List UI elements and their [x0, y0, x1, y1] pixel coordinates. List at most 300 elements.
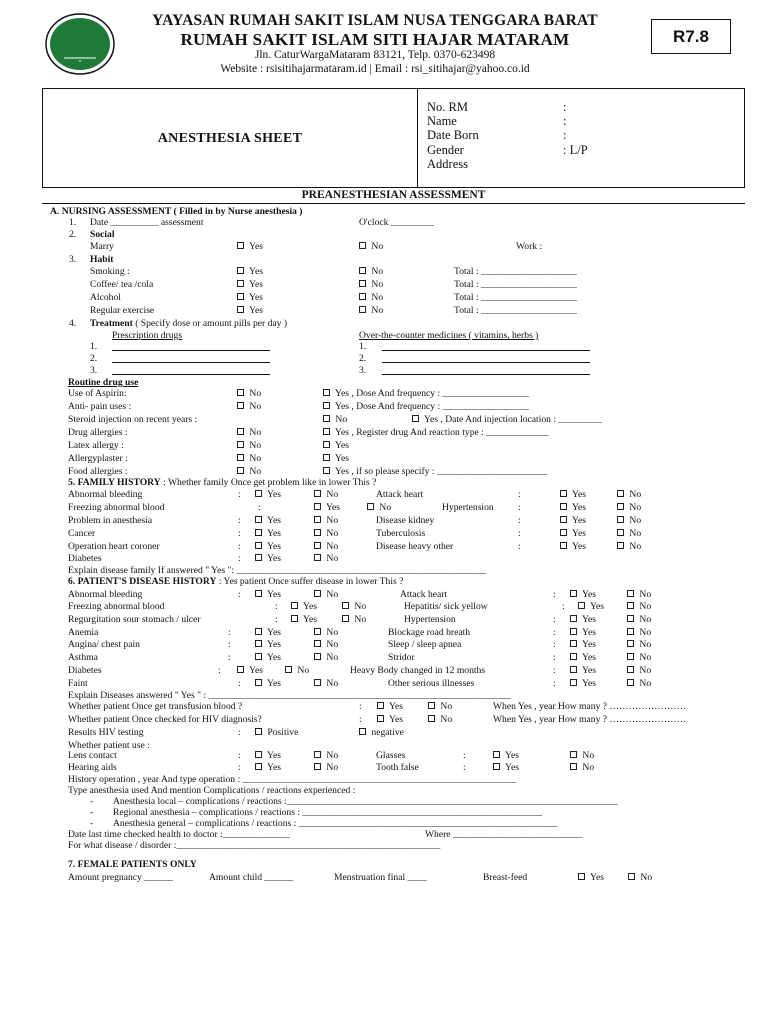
checkbox-icon[interactable] — [359, 306, 366, 313]
patient-left-label: Faint — [68, 678, 88, 689]
checkbox-icon[interactable] — [570, 679, 577, 686]
value-name[interactable]: : — [563, 114, 567, 128]
family-yes[interactable]: Yes — [255, 553, 281, 564]
family-left-label: Cancer — [68, 528, 96, 539]
checkbox-icon[interactable] — [314, 653, 321, 660]
drug-allergy-label: Drug allergies : — [68, 427, 128, 438]
glasses-yes[interactable]: Yes — [493, 750, 519, 761]
checkbox-icon[interactable] — [560, 542, 567, 549]
hearing-yes[interactable]: Yes — [255, 762, 281, 773]
checkbox-icon[interactable] — [342, 602, 349, 609]
glasses-label: Glasses — [376, 750, 406, 761]
steroid-no[interactable]: No — [323, 414, 347, 425]
exercise-yes[interactable]: Yes — [237, 305, 263, 316]
colon: : — [238, 489, 241, 500]
item-number: 1. — [69, 217, 77, 228]
hospital-logo-icon — [44, 12, 116, 76]
transfusion-no[interactable]: No — [428, 701, 452, 712]
food-label: Food allergies : — [68, 466, 128, 477]
alcohol-yes[interactable]: Yes — [237, 292, 263, 303]
family-yes[interactable]: Yes — [314, 502, 340, 513]
checkbox-icon[interactable] — [359, 293, 366, 300]
checkbox-icon[interactable] — [627, 653, 634, 660]
family-no[interactable]: No — [314, 553, 338, 564]
checkbox-icon[interactable] — [314, 554, 321, 561]
disease-explain[interactable]: Explain Diseases answered " Yes " : _______________________________________________________________ — [68, 690, 511, 701]
patient-yes[interactable]: Yes — [570, 627, 596, 638]
checkbox-icon[interactable] — [291, 615, 298, 622]
checkbox-icon[interactable] — [570, 628, 577, 635]
checkbox-icon[interactable] — [314, 516, 321, 523]
checkbox-icon[interactable] — [237, 666, 244, 673]
coffee-no[interactable]: No — [359, 279, 383, 290]
anesthesia-regional[interactable]: Regional anesthesia – complications / reactions : __________________________________________________ — [113, 807, 543, 818]
work-field[interactable]: Work : — [516, 241, 543, 252]
checkbox-icon[interactable] — [237, 454, 244, 461]
family-yes[interactable]: Yes — [560, 515, 586, 526]
checkbox-icon[interactable] — [578, 602, 585, 609]
value-gender[interactable]: : L/P — [563, 143, 588, 157]
colon: : — [562, 601, 565, 612]
family-left-label: Freezing abnormal blood — [68, 502, 165, 513]
patient-left-label: Anemia — [68, 627, 99, 638]
family-yes[interactable]: Yes — [560, 541, 586, 552]
hiv-negative[interactable]: negative — [359, 727, 404, 738]
label-gender: Gender — [427, 143, 464, 157]
checkbox-icon[interactable] — [428, 715, 435, 722]
patient-no[interactable]: No — [342, 601, 366, 612]
breastfeed-label: Breast-feed — [483, 872, 528, 883]
otc-line-3[interactable] — [382, 374, 590, 375]
patient-left-label: Asthma — [68, 652, 98, 663]
patient-no[interactable]: No — [627, 614, 651, 625]
lens-label: Lens contact — [68, 750, 117, 761]
family-yes[interactable]: Yes — [560, 489, 586, 500]
checkbox-icon[interactable] — [617, 542, 624, 549]
patient-no[interactable]: No — [627, 678, 651, 689]
checkbox-icon[interactable] — [323, 467, 330, 474]
checkbox-icon[interactable] — [237, 293, 244, 300]
patient-right-label: Hepatitis/ sick yellow — [404, 601, 488, 612]
hiv-result-label: Results HIV testing — [68, 727, 144, 738]
antipain-yes[interactable]: Yes , Dose And frequency : __________________ — [323, 401, 529, 412]
checkbox-icon[interactable] — [617, 490, 624, 497]
aspirin-no[interactable]: No — [237, 388, 261, 399]
colon: : — [518, 515, 521, 526]
checkbox-icon[interactable] — [493, 751, 500, 758]
patient-no[interactable]: No — [342, 614, 366, 625]
patient-no[interactable]: No — [314, 639, 338, 650]
anesthesia-general[interactable]: Anesthesia general – complications / reactions : ______________________________________________________ — [113, 818, 558, 829]
hospital-address: Jln. CaturWargaMataram 83121, Telp. 0370-623498 — [254, 49, 496, 61]
form-code: R7.8 — [651, 19, 731, 54]
patient-no[interactable]: No — [627, 665, 651, 676]
patient-yes[interactable]: Yes — [570, 652, 596, 663]
hiv-when[interactable]: When Yes , year How many ? …………………… — [493, 714, 687, 725]
otc-heading: Over-the-counter medicines ( vitamins, herbs ) — [359, 330, 539, 341]
family-left-label: Abnormal bleeding — [68, 489, 143, 500]
family-no[interactable]: No — [314, 528, 338, 539]
hearing-no[interactable]: No — [314, 762, 338, 773]
checkbox-icon[interactable] — [628, 873, 635, 880]
family-yes[interactable]: Yes — [255, 528, 281, 539]
smoking-no[interactable]: No — [359, 266, 383, 277]
patient-left-label: Freezing abnormal blood — [68, 601, 165, 612]
aspirin-yes[interactable]: Yes , Dose And frequency : __________________ — [323, 388, 529, 399]
food-yes[interactable]: Yes , if so please specify : _______________________ — [323, 466, 547, 477]
tooth-yes[interactable]: Yes — [493, 762, 519, 773]
rx-line-3[interactable] — [112, 374, 270, 375]
patient-right-label: Sleep / sleep apnea — [388, 639, 462, 650]
colon: : — [518, 541, 521, 552]
family-left-label: Operation heart coroner — [68, 541, 160, 552]
checkbox-icon[interactable] — [570, 763, 577, 770]
checkbox-icon[interactable] — [237, 280, 244, 287]
checkbox-icon[interactable] — [237, 267, 244, 274]
latex-no[interactable]: No — [237, 440, 261, 451]
patient-yes[interactable]: Yes — [570, 589, 596, 600]
checkbox-icon[interactable] — [627, 602, 634, 609]
tooth-no[interactable]: No — [570, 762, 594, 773]
family-yes[interactable]: Yes — [255, 515, 281, 526]
checkbox-icon[interactable] — [627, 590, 634, 597]
assessment-date[interactable]: Date __________ assessment — [90, 217, 204, 228]
patient-no[interactable]: No — [314, 678, 338, 689]
patient-yes[interactable]: Yes — [237, 665, 263, 676]
colon: : — [238, 678, 241, 689]
patient-yes[interactable]: Yes — [255, 627, 281, 638]
checkbox-icon[interactable] — [323, 402, 330, 409]
anesthesia-local[interactable]: Anesthesia local – complications / reactions :_____________________________________________________________________ — [113, 796, 618, 807]
checkbox-icon[interactable] — [237, 467, 244, 474]
antipain-label: Anti- pain uses : — [68, 401, 132, 412]
marry-no[interactable]: No — [359, 241, 383, 252]
exercise-total[interactable]: Total : ____________________ — [454, 305, 577, 316]
checkbox-icon[interactable] — [323, 428, 330, 435]
checkbox-icon[interactable] — [617, 516, 624, 523]
checkbox-icon[interactable] — [237, 242, 244, 249]
family-no[interactable]: No — [314, 489, 338, 500]
latex-yes[interactable]: Yes — [323, 440, 349, 451]
colon: : — [463, 762, 466, 773]
checkbox-icon[interactable] — [255, 542, 262, 549]
checkbox-icon[interactable] — [560, 503, 567, 510]
latex-label: Latex allergy : — [68, 440, 124, 451]
patient-yes[interactable]: Yes — [255, 639, 281, 650]
patient-no[interactable]: No — [314, 589, 338, 600]
patient-right-label: Hypertension — [404, 614, 456, 625]
assessment-time[interactable]: O'clock _________ — [359, 217, 435, 228]
patient-no[interactable]: No — [627, 639, 651, 650]
patient-no[interactable]: No — [285, 665, 309, 676]
checkbox-icon[interactable] — [255, 590, 262, 597]
patient-no[interactable]: No — [314, 652, 338, 663]
patient-use-label: Whether patient use : — [68, 740, 150, 751]
colon: : — [238, 762, 241, 773]
date-checked[interactable]: Date last time checked health to doctor :______________ — [68, 829, 290, 840]
checkbox-icon[interactable] — [570, 590, 577, 597]
checkbox-icon[interactable] — [560, 529, 567, 536]
patient-yes[interactable]: Yes — [255, 652, 281, 663]
checkbox-icon[interactable] — [255, 728, 262, 735]
plaster-yes[interactable]: Yes — [323, 453, 349, 464]
aspirin-label: Use of Aspirin: — [68, 388, 127, 399]
family-no[interactable]: No — [367, 502, 391, 513]
family-no[interactable]: No — [617, 541, 641, 552]
colon: : — [238, 528, 241, 539]
patient-right-label: Other serious illnesses — [388, 678, 475, 689]
exercise-no[interactable]: No — [359, 305, 383, 316]
menstruation-field[interactable]: Menstruation final ____ — [334, 872, 427, 883]
checkbox-icon[interactable] — [285, 666, 292, 673]
child-field[interactable]: Amount child ______ — [209, 872, 294, 883]
transfusion-label: Whether patient Once get transfusion blood ? — [68, 701, 243, 712]
hiv-checked-yes[interactable]: Yes — [377, 714, 403, 725]
checkbox-icon[interactable] — [617, 529, 624, 536]
checkbox-icon[interactable] — [255, 529, 262, 536]
colon: : — [553, 614, 556, 625]
checkbox-icon[interactable] — [493, 763, 500, 770]
hospital-contact: Website : rsisitihajarmataram.id | Email : rsi_sitihajar@yahoo.co.id — [220, 63, 530, 75]
social-heading: Social — [90, 229, 115, 240]
otc-num-2: 2. — [359, 353, 367, 364]
family-left-label: Diabetes — [68, 553, 102, 564]
what-disease[interactable]: For what disease / disorder :_______________________________________________________ — [68, 840, 441, 851]
breastfeed-yes[interactable]: Yes — [578, 872, 604, 883]
history-operation[interactable]: History operation , year And type operation : _________________________________________________________ — [68, 774, 516, 785]
patient-history-title: 6. PATIENT'S DISEASE HISTORY : Yes patient Once suffer disease in lower This ? — [68, 576, 404, 587]
checkbox-icon[interactable] — [323, 415, 330, 422]
colon: : — [238, 589, 241, 600]
checkbox-icon[interactable] — [255, 516, 262, 523]
alcohol-no[interactable]: No — [359, 292, 383, 303]
hearing-label: Hearing aids — [68, 762, 117, 773]
plaster-no[interactable]: No — [237, 453, 261, 464]
drug-allergy-yes[interactable]: Yes , Register drug And reaction type : _____________ — [323, 427, 549, 438]
family-yes[interactable]: Yes — [560, 502, 586, 513]
transfusion-yes[interactable]: Yes — [377, 701, 403, 712]
checkbox-icon[interactable] — [314, 679, 321, 686]
checkbox-icon[interactable] — [323, 454, 330, 461]
pregnancy-field[interactable]: Amount pregnancy ______ — [68, 872, 173, 883]
glasses-no[interactable]: No — [570, 750, 594, 761]
checkbox-icon[interactable] — [560, 490, 567, 497]
family-yes[interactable]: Yes — [560, 528, 586, 539]
coffee-yes[interactable]: Yes — [237, 279, 263, 290]
checkbox-icon[interactable] — [627, 679, 634, 686]
checkbox-icon[interactable] — [359, 280, 366, 287]
checkbox-icon[interactable] — [570, 666, 577, 673]
breastfeed-no[interactable]: No — [628, 872, 652, 883]
checkbox-icon[interactable] — [314, 529, 321, 536]
antipain-no[interactable]: No — [237, 401, 261, 412]
checkbox-icon[interactable] — [237, 306, 244, 313]
family-no[interactable]: No — [617, 528, 641, 539]
checkbox-icon[interactable] — [255, 751, 262, 758]
patient-right-label: Attack heart — [400, 589, 448, 600]
smoking-yes[interactable]: Yes — [237, 266, 263, 277]
checkbox-icon[interactable] — [377, 702, 384, 709]
patient-yes[interactable]: Yes — [570, 678, 596, 689]
checkbox-icon[interactable] — [314, 751, 321, 758]
routine-drug-heading: Routine drug use — [68, 377, 139, 388]
patient-no[interactable]: No — [627, 627, 651, 638]
checkbox-icon[interactable] — [255, 679, 262, 686]
checkbox-icon[interactable] — [570, 640, 577, 647]
checkbox-icon[interactable] — [342, 615, 349, 622]
hiv-positive[interactable]: Positive — [255, 727, 298, 738]
colon: : — [228, 627, 231, 638]
treatment-heading: Treatment ( Specify dose or amount pills per day ) — [90, 318, 288, 329]
value-date-born[interactable]: : — [563, 128, 567, 142]
checkbox-icon[interactable] — [570, 751, 577, 758]
checkbox-icon[interactable] — [627, 615, 634, 622]
family-yes[interactable]: Yes — [255, 489, 281, 500]
checkbox-icon[interactable] — [377, 715, 384, 722]
marry-yes[interactable]: Yes — [237, 241, 263, 252]
family-right-label: Disease heavy other — [376, 541, 454, 552]
patient-no[interactable]: No — [627, 589, 651, 600]
checkbox-icon[interactable] — [255, 490, 262, 497]
family-no[interactable]: No — [617, 515, 641, 526]
checkbox-icon[interactable] — [627, 666, 634, 673]
family-no[interactable]: No — [617, 502, 641, 513]
smoking-total[interactable]: Total : ____________________ — [454, 266, 577, 277]
drug-allergy-no[interactable]: No — [237, 427, 261, 438]
hospital-name: RUMAH SAKIT ISLAM SITI HAJAR MATARAM — [180, 30, 570, 49]
checkbox-icon[interactable] — [627, 640, 634, 647]
colon: : — [218, 665, 221, 676]
patient-yes[interactable]: Yes — [578, 601, 604, 612]
checkbox-icon[interactable] — [255, 640, 262, 647]
checkbox-icon[interactable] — [314, 490, 321, 497]
checkbox-icon[interactable] — [255, 554, 262, 561]
patient-no[interactable]: No — [627, 601, 651, 612]
rx-line-1[interactable] — [112, 350, 270, 351]
checkbox-icon[interactable] — [359, 728, 366, 735]
checkbox-icon[interactable] — [412, 415, 419, 422]
colon: : — [359, 714, 362, 725]
checkbox-icon[interactable] — [323, 389, 330, 396]
family-right-label: Disease kidney — [376, 515, 435, 526]
otc-num-1: 1. — [359, 341, 367, 352]
patient-yes[interactable]: Yes — [291, 614, 317, 625]
checkbox-icon[interactable] — [367, 503, 374, 510]
family-right-label: Attack heart — [376, 489, 424, 500]
patient-no[interactable]: No — [314, 627, 338, 638]
colon: : — [238, 553, 241, 564]
item-number: 4. — [69, 318, 77, 329]
type-anesthesia-label: Type anesthesia used And mention Complications / reactions experienced : — [68, 785, 356, 796]
rx-num-3: 3. — [90, 365, 98, 376]
checkbox-icon[interactable] — [314, 763, 321, 770]
checkbox-icon[interactable] — [314, 628, 321, 635]
alcohol-total[interactable]: Total : ____________________ — [454, 292, 577, 303]
colon: : — [228, 639, 231, 650]
steroid-yes[interactable]: Yes , Date And injection location : _________ — [412, 414, 602, 425]
value-no-rm[interactable]: : — [563, 100, 567, 114]
checkbox-icon[interactable] — [617, 503, 624, 510]
food-no[interactable]: No — [237, 466, 261, 477]
tooth-label: Tooth false — [376, 762, 419, 773]
hiv-checked-no[interactable]: No — [428, 714, 452, 725]
rx-num-2: 2. — [90, 353, 98, 364]
transfusion-when[interactable]: When Yes , year How many ? …………………… — [493, 701, 687, 712]
where-field[interactable]: Where ___________________________ — [425, 829, 583, 840]
colon: : — [553, 627, 556, 638]
patient-yes[interactable]: Yes — [570, 665, 596, 676]
patient-yes[interactable]: Yes — [570, 639, 596, 650]
checkbox-icon[interactable] — [359, 267, 366, 274]
checkbox-icon[interactable] — [560, 516, 567, 523]
checkbox-icon[interactable] — [255, 628, 262, 635]
patient-left-label: Abnormal bleeding — [68, 589, 143, 600]
family-no[interactable]: No — [314, 541, 338, 552]
checkbox-icon[interactable] — [570, 615, 577, 622]
patient-yes[interactable]: Yes — [255, 678, 281, 689]
rx-num-1: 1. — [90, 341, 98, 352]
checkbox-icon[interactable] — [570, 653, 577, 660]
checkbox-icon[interactable] — [255, 653, 262, 660]
checkbox-icon[interactable] — [237, 389, 244, 396]
checkbox-icon[interactable] — [578, 873, 585, 880]
colon: : — [518, 528, 521, 539]
checkbox-icon[interactable] — [237, 428, 244, 435]
checkbox-icon[interactable] — [359, 242, 366, 249]
family-explain[interactable]: Explain disease family If answered " Yes ": ____________________________________________________ — [68, 565, 486, 576]
checkbox-icon[interactable] — [237, 441, 244, 448]
checkbox-icon[interactable] — [255, 763, 262, 770]
checkbox-icon[interactable] — [314, 542, 321, 549]
patient-identity-box — [42, 88, 745, 188]
patient-yes[interactable]: Yes — [570, 614, 596, 625]
patient-yes[interactable]: Yes — [291, 601, 317, 612]
section-a-title: A. NURSING ASSESSMENT ( Filled in by Nurse anesthesia ) — [50, 206, 303, 217]
family-left-label: Problem in anesthesia — [68, 515, 153, 526]
otc-line-2[interactable] — [382, 362, 590, 363]
checkbox-icon[interactable] — [314, 640, 321, 647]
checkbox-icon[interactable] — [428, 702, 435, 709]
checkbox-icon[interactable] — [314, 590, 321, 597]
plaster-label: Allergyplaster : — [68, 453, 128, 464]
family-no[interactable]: No — [617, 489, 641, 500]
family-yes[interactable]: Yes — [255, 541, 281, 552]
hiv-checked-label: Whether patient Once checked for HIV diagnosis? — [68, 714, 262, 725]
family-no[interactable]: No — [314, 515, 338, 526]
label-name: Name — [427, 114, 457, 128]
prescription-heading: Prescription drugs — [112, 330, 183, 341]
coffee-total[interactable]: Total : ____________________ — [454, 279, 577, 290]
patient-left-label: Regurgitation sour stomach / ulcer — [68, 614, 201, 625]
patient-yes[interactable]: Yes — [255, 589, 281, 600]
family-history-title: 5. FAMILY HISTORY : Whether family Once get problem like in lower This ? — [68, 477, 377, 488]
colon: : — [275, 601, 278, 612]
lens-no[interactable]: No — [314, 750, 338, 761]
patient-no[interactable]: No — [627, 652, 651, 663]
lens-yes[interactable]: Yes — [255, 750, 281, 761]
checkbox-icon[interactable] — [314, 503, 321, 510]
checkbox-icon[interactable] — [291, 602, 298, 609]
checkbox-icon[interactable] — [237, 402, 244, 409]
item-number: 2. — [69, 229, 77, 240]
otc-line-1[interactable] — [382, 350, 590, 351]
checkbox-icon[interactable] — [323, 441, 330, 448]
steroid-label: Steroid injection on recent years : — [68, 414, 198, 425]
family-right-label: Hypertension — [442, 502, 494, 513]
rx-line-2[interactable] — [112, 362, 270, 363]
colon: : — [238, 541, 241, 552]
checkbox-icon[interactable] — [627, 628, 634, 635]
